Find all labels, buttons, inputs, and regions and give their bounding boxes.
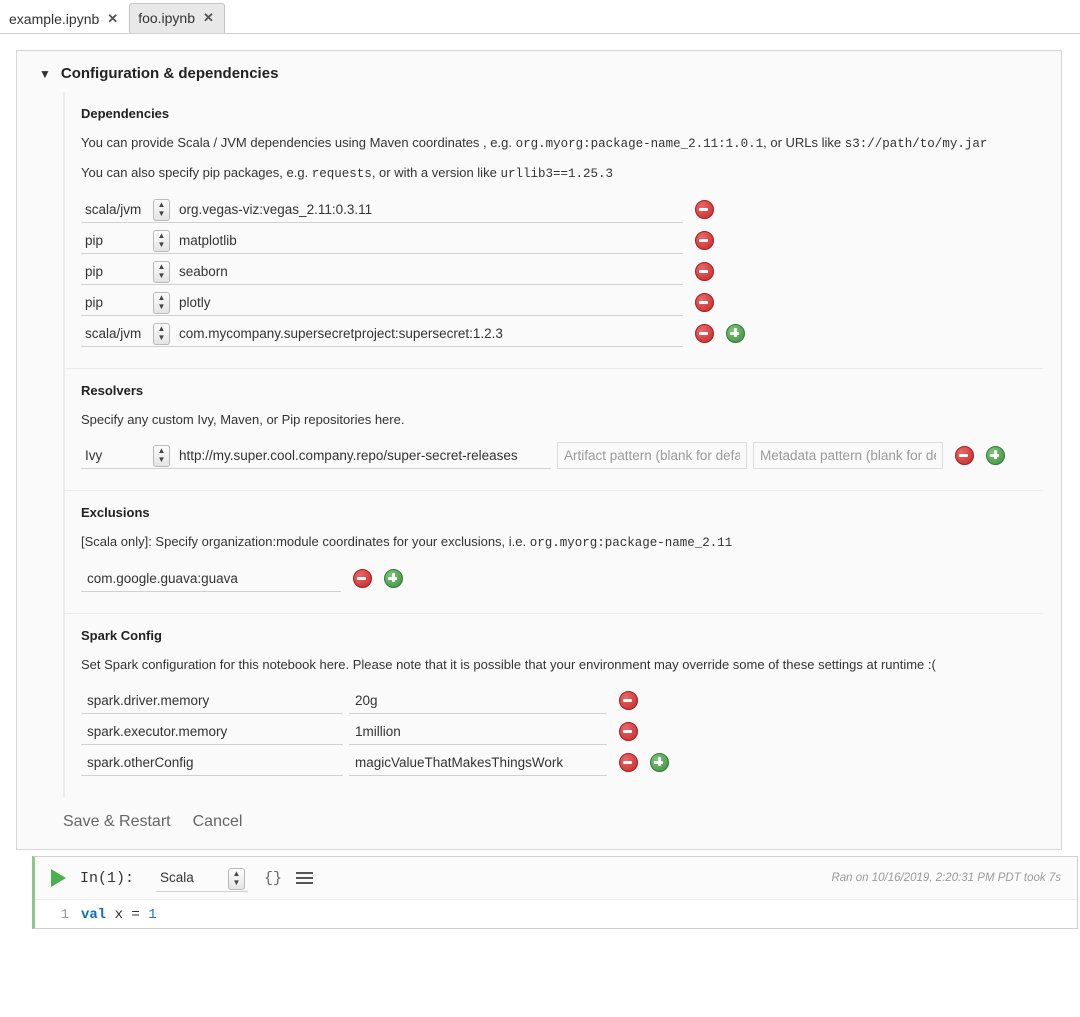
section-dependencies xyxy=(63,92,1043,368)
remove-exclusion-button[interactable] xyxy=(353,569,372,588)
resolver-type-select[interactable] xyxy=(81,442,173,469)
resolvers-heading: Resolvers xyxy=(81,383,144,398)
remove-resolver-button[interactable] xyxy=(955,446,974,465)
exclusions-description xyxy=(81,534,1043,550)
dep-desc2-text-a: You can also specify pip packages, e.g. xyxy=(81,165,309,180)
cell-language-select-wrap xyxy=(156,865,248,892)
dependency-type-select[interactable] xyxy=(81,320,173,347)
tab-bar xyxy=(0,0,1080,34)
code-line xyxy=(35,906,1077,924)
dependency-type-select-wrap xyxy=(81,227,173,254)
chevron-updown-icon: ▲ ▼ xyxy=(153,323,170,345)
remove-dependency-button[interactable] xyxy=(695,324,714,343)
resolver-row xyxy=(81,441,1043,470)
dep-desc2-code-1: requests xyxy=(311,167,372,181)
dependency-row xyxy=(81,257,1043,286)
dependency-type-select-wrap xyxy=(81,320,173,347)
dependency-row xyxy=(81,226,1043,255)
cell-prompt: In(1): xyxy=(80,869,135,887)
resolver-metadata-pattern-input[interactable] xyxy=(753,442,943,469)
notebook-cell xyxy=(32,856,1078,929)
configuration-header[interactable] xyxy=(17,51,1061,92)
dependency-row xyxy=(81,195,1043,224)
cell-language-select[interactable] xyxy=(156,865,248,892)
close-icon[interactable]: ✕ xyxy=(107,11,119,26)
chevron-updown-icon: ▲ ▼ xyxy=(153,230,170,252)
spark-config-row xyxy=(81,717,1043,746)
exclusions-heading: Exclusions xyxy=(81,505,150,520)
code-text xyxy=(81,907,157,923)
chevron-down-icon[interactable]: ▼ xyxy=(39,66,51,81)
dependency-row xyxy=(81,288,1043,317)
braces-icon[interactable]: {} xyxy=(264,869,283,887)
resolver-artifact-pattern-input[interactable] xyxy=(557,442,747,469)
dependency-type-select[interactable] xyxy=(81,227,173,254)
dependency-value-input[interactable] xyxy=(173,258,683,285)
spark-config-row xyxy=(81,686,1043,715)
section-exclusions xyxy=(63,490,1043,613)
dep-desc2-text-b: , or with a version like xyxy=(371,165,497,180)
add-exclusion-button[interactable] xyxy=(384,569,403,588)
spark-config-key-input[interactable] xyxy=(81,749,343,776)
cell-toolbar xyxy=(35,857,1077,900)
remove-spark-config-button[interactable] xyxy=(619,691,638,710)
dep-desc-text-b: , or URLs like xyxy=(763,135,842,150)
page-title: Configuration & dependencies xyxy=(60,65,279,82)
cell-code-editor[interactable] xyxy=(35,900,1077,928)
dependencies-description-2 xyxy=(81,165,1043,181)
dependency-value-input[interactable] xyxy=(173,320,683,347)
add-resolver-button[interactable] xyxy=(986,446,1005,465)
configuration-panel xyxy=(16,50,1062,850)
remove-spark-config-button[interactable] xyxy=(619,722,638,741)
dep-desc2-code-2: urllib3==1.25.3 xyxy=(500,167,613,181)
spark-config-value-input[interactable] xyxy=(349,687,607,714)
line-number: 1 xyxy=(60,907,69,923)
chevron-updown-icon: ▲ ▼ xyxy=(153,261,170,283)
dependency-type-select[interactable] xyxy=(81,289,173,316)
dependency-row xyxy=(81,319,1043,348)
dependency-value-input[interactable] xyxy=(173,227,683,254)
dep-desc-code-1: org.myorg:package-name_2.11:1.0.1 xyxy=(515,137,764,151)
code-rest: x = xyxy=(106,907,149,923)
remove-dependency-button[interactable] xyxy=(695,231,714,250)
spark-config-value-input[interactable] xyxy=(349,718,607,745)
menu-icon[interactable] xyxy=(296,869,313,887)
dependency-value-input[interactable] xyxy=(173,196,683,223)
dependency-type-select[interactable] xyxy=(81,196,173,223)
remove-dependency-button[interactable] xyxy=(695,200,714,219)
remove-dependency-button[interactable] xyxy=(695,262,714,281)
code-keyword: val xyxy=(81,907,107,923)
resolver-type-select-wrap xyxy=(81,442,173,469)
run-icon[interactable] xyxy=(51,869,66,887)
tab-foo-ipynb[interactable] xyxy=(129,3,225,33)
tab-example-ipynb[interactable] xyxy=(0,4,129,33)
spark-config-row xyxy=(81,748,1043,777)
section-spark-config xyxy=(63,613,1043,797)
dependency-value-input[interactable] xyxy=(173,289,683,316)
spark-config-key-input[interactable] xyxy=(81,718,343,745)
dependencies-description-1 xyxy=(81,135,1043,151)
dependency-type-select-wrap xyxy=(81,289,173,316)
spark-config-description: Set Spark configuration for this notebook here. Please note that it is possible that your environment may override some of these settings at runtime :( xyxy=(81,657,936,672)
cancel-button[interactable]: Cancel xyxy=(192,813,243,830)
spark-config-key-input[interactable] xyxy=(81,687,343,714)
spark-config-value-input[interactable] xyxy=(349,749,607,776)
tab-label: foo.ipynb xyxy=(138,10,196,26)
chevron-updown-icon: ▲ ▼ xyxy=(153,199,170,221)
save-and-restart-button[interactable]: Save & Restart xyxy=(63,813,171,830)
page-body xyxy=(0,34,1080,945)
dependency-type-select-wrap xyxy=(81,196,173,223)
code-number: 1 xyxy=(148,907,157,923)
tab-label: example.ipynb xyxy=(9,11,100,27)
dependency-type-select[interactable] xyxy=(81,258,173,285)
exclusion-row xyxy=(81,564,1043,593)
dep-desc-code-2: s3://path/to/my.jar xyxy=(844,137,988,151)
dependency-type-select-wrap xyxy=(81,258,173,285)
close-icon[interactable]: ✕ xyxy=(203,10,214,25)
exclusion-value-input[interactable] xyxy=(81,565,341,592)
exclusions-desc-code: org.myorg:package-name_2.11 xyxy=(529,536,733,550)
cell-run-info: Ran on 10/16/2019, 2:20:31 PM PDT took 7s xyxy=(831,872,1061,884)
exclusions-desc-text: [Scala only]: Specify organization:module coordinates for your exclusions, i.e. xyxy=(81,534,527,549)
remove-spark-config-button[interactable] xyxy=(619,753,638,772)
resolvers-description: Specify any custom Ivy, Maven, or Pip repositories here. xyxy=(81,412,405,427)
config-actions xyxy=(17,797,1061,849)
spark-config-heading: Spark Config xyxy=(81,628,162,643)
chevron-updown-icon: ▲ ▼ xyxy=(228,868,245,890)
add-spark-config-button[interactable] xyxy=(650,753,669,772)
chevron-updown-icon: ▲ ▼ xyxy=(153,445,170,467)
dep-desc-text-a: You can provide Scala / JVM dependencies using Maven coordinates , e.g. xyxy=(81,135,512,150)
dependencies-heading: Dependencies xyxy=(81,106,170,121)
chevron-updown-icon: ▲ ▼ xyxy=(153,292,170,314)
add-dependency-button[interactable] xyxy=(726,324,745,343)
section-resolvers xyxy=(63,368,1043,490)
remove-dependency-button[interactable] xyxy=(695,293,714,312)
resolver-url-input[interactable] xyxy=(173,442,551,469)
